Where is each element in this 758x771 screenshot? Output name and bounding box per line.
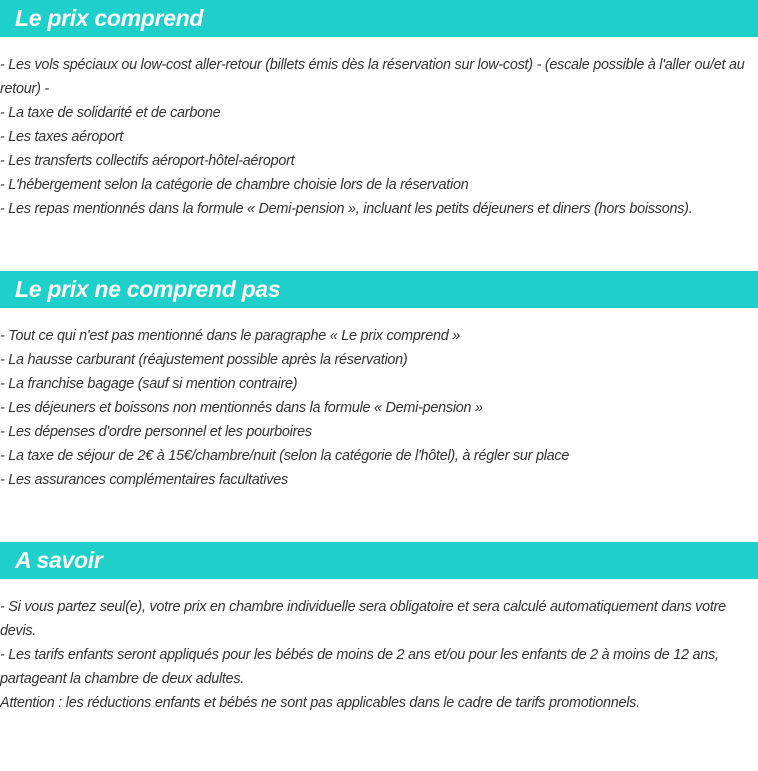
list-item: - La taxe de séjour de 2€ à 15€/chambre/nuit (selon la catégorie de l'hôtel), à régler sur place (0, 448, 570, 464)
list-item: - Les dépenses d'ordre personnel et les pourboires (0, 424, 312, 440)
list-item: - Les vols spéciaux ou low-cost aller-retour (billets émis dès la réservation sur low-cost) - (escale possible à l'aller ou/et au retour) - (0, 57, 745, 97)
list-item: - La hausse carburant (réajustement possible après la réservation) (0, 352, 408, 368)
list-item: - Les repas mentionnés dans la formule « Demi-pension », incluant les petits déjeuners et diners (hors boissons). (0, 201, 693, 217)
section-title: Le prix ne comprend pas (15, 276, 281, 302)
list-item: Attention : les réductions enfants et bébés ne sont pas applicables dans le cadre de tarifs promotionnels. (0, 695, 640, 711)
section-le-prix-comprend (0, 0, 758, 221)
section-header-banner (0, 542, 758, 579)
list-item: - Tout ce qui n'est pas mentionné dans le paragraphe « Le prix comprend » (0, 328, 460, 344)
section-a-savoir (0, 542, 758, 715)
section-title: Le prix comprend (15, 5, 204, 31)
section-header-banner (0, 271, 758, 308)
list-item: - L'hébergement selon la catégorie de chambre choisie lors de la réservation (0, 177, 469, 193)
list-item: - La franchise bagage (sauf si mention contraire) (0, 376, 298, 392)
list-item: - Les assurances complémentaires facultatives (0, 472, 288, 488)
section-title: A savoir (15, 547, 103, 573)
list-item: - Si vous partez seul(e), votre prix en chambre individuelle sera obligatoire et sera calculé automatiquement dans votre devis. (0, 599, 726, 639)
excluded-items-list (0, 324, 758, 492)
section-le-prix-ne-comprend-pas (0, 271, 758, 492)
section-header-banner (0, 0, 758, 37)
list-item: - La taxe de solidarité et de carbone (0, 105, 221, 121)
list-item: - Les déjeuners et boissons non mentionnés dans la formule « Demi-pension » (0, 400, 483, 416)
included-items-list (0, 53, 758, 221)
list-item: - Les transferts collectifs aéroport-hôtel-aéroport (0, 153, 295, 169)
list-item: - Les tarifs enfants seront appliqués pour les bébés de moins de 2 ans et/ou pour les enfants de 2 à moins de 12 ans, partageant la chambre de deux adultes. (0, 647, 719, 687)
list-item: - Les taxes aéroport (0, 129, 123, 145)
info-items-list (0, 595, 758, 715)
